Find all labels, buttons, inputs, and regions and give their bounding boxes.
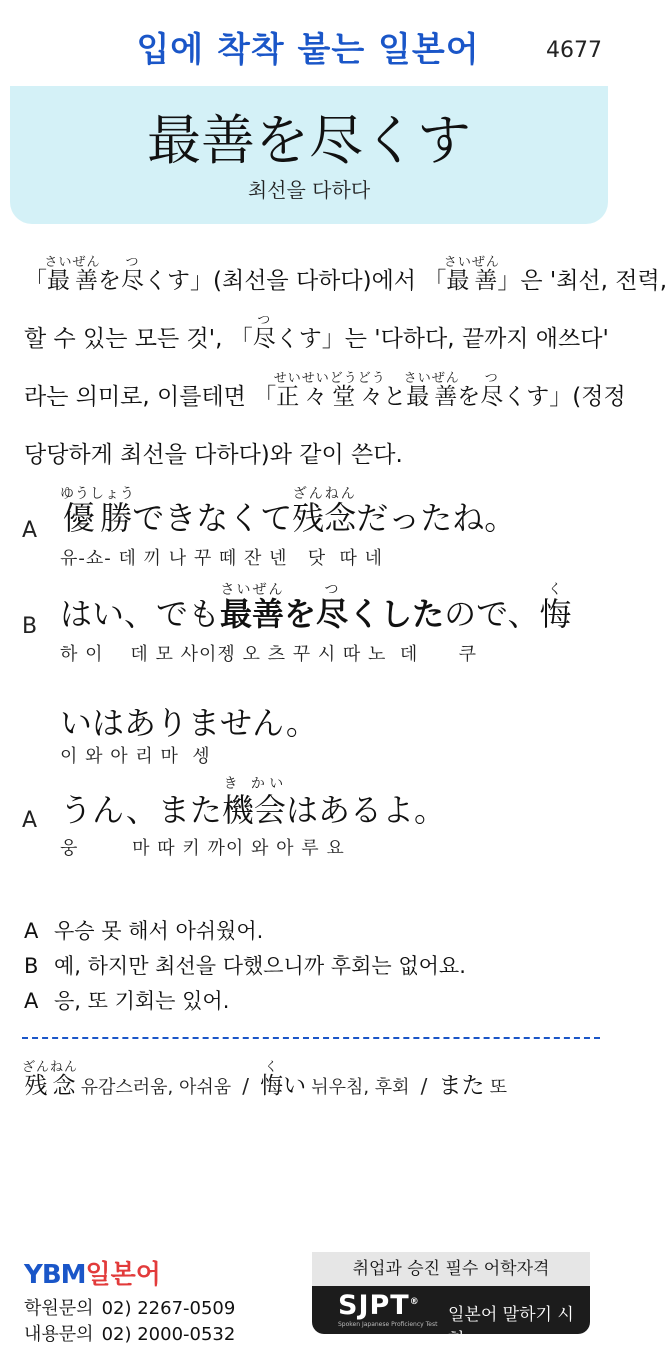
sjpt-tagline: 취업과 승진 필수 어학자격: [312, 1252, 590, 1286]
vocab-term: 悔くい: [260, 1060, 307, 1099]
sjpt-banner: [312, 1252, 590, 1350]
ybm-logo: YBM일본어: [24, 1260, 161, 1290]
vocab-meaning: 또: [489, 1077, 507, 1098]
furigana-word: 最善さいぜん: [443, 255, 500, 294]
explanation-line: 「最善さいぜんを尽つくす」(최선을 다하다)에서 「最善さいぜん」은 '최선, 전력,: [24, 255, 667, 294]
expression-meaning: 최선을 다하다: [247, 178, 371, 202]
vocab-meaning: 유감스러움, 아쉬움: [80, 1077, 232, 1098]
dashed-divider: [22, 1037, 600, 1039]
korean-pronunciation: 웅 마 따 키 까이 와 아 루 요: [60, 838, 345, 859]
vocab-meaning: 뉘우침, 후회: [311, 1077, 410, 1098]
title-card: [10, 86, 608, 224]
korean-pronunciation: 이 와 아 리 마 셍: [60, 746, 211, 767]
furigana-word: 最善さいぜん: [403, 371, 460, 410]
japanese-sentence: 優勝ゆうしょうできなくて残念ざんねんだったね。: [60, 486, 517, 537]
speaker-label: B: [22, 614, 38, 639]
vocab-term: 残念ざんねん: [22, 1060, 79, 1099]
vocabulary-list: [22, 1060, 602, 1100]
speaker-label: A: [22, 518, 38, 543]
furigana-word: 尽つ: [121, 255, 145, 294]
contact-academy: 학원문의 02) 2267-0509: [24, 1298, 236, 1319]
japanese-sentence-continued: いはありません。: [60, 704, 318, 742]
vocab-term: また: [438, 1073, 485, 1099]
explanation-line: 라는 의미로, 이를테면 「正々堂々せいせいどうどうと最善さいぜんを尽つくす」(정정: [24, 371, 626, 410]
korean-pronunciation: 하 이 데 모 사이젱 오 츠 꾸 시 따 노 데 쿠: [60, 644, 477, 665]
explanation-line: 당당하게 최선을 다하다)와 같이 쓴다.: [24, 442, 403, 468]
furigana-word: 尽つ: [252, 313, 276, 352]
explanation-paragraph: [24, 252, 667, 484]
furigana-word: 最善さいぜん: [44, 255, 101, 294]
furigana-word: 正々堂々せいせいどうどう: [273, 371, 386, 410]
contact-content: 내용문의 02) 2000-0532: [24, 1324, 236, 1345]
sjpt-fullname: Spoken Japanese Proficiency Test: [338, 1321, 438, 1328]
translation-row: A 우승 못 해서 아쉬웠어.: [24, 919, 264, 943]
sjpt-description: 일본어 말하기 시험: [448, 1305, 574, 1350]
expression-title: 最善を尽くす: [147, 109, 471, 172]
korean-pronunciation: 유-쇼- 데 끼 나 꾸 떼 잔 넨 닷 따 네: [60, 548, 384, 569]
speaker-label: A: [22, 808, 38, 833]
vocab-separator: /: [420, 1074, 428, 1098]
japanese-sentence: はい、でも最善さいぜんを尽つくしたので、悔く: [60, 582, 572, 633]
explanation-line: 할 수 있는 모든 것', 「尽つくす」는 '다하다, 끝까지 애쓰다': [24, 313, 609, 352]
header-title: 입에 착착 붙는 일본어: [136, 30, 480, 70]
translation-list: [24, 915, 594, 1020]
translation-row: A 응, 또 기회는 있어.: [24, 989, 230, 1013]
header: [0, 14, 616, 74]
article-number: 4677: [546, 38, 602, 63]
vocab-separator: /: [242, 1074, 249, 1098]
japanese-sentence: うん、また機会き かいはあるよ。: [60, 776, 446, 829]
sjpt-logo: SJPT®: [338, 1290, 420, 1321]
furigana-word: 尽つ: [480, 371, 504, 410]
translation-row: B 예, 하지만 최선을 다했으니까 후회는 없어요.: [24, 954, 466, 978]
